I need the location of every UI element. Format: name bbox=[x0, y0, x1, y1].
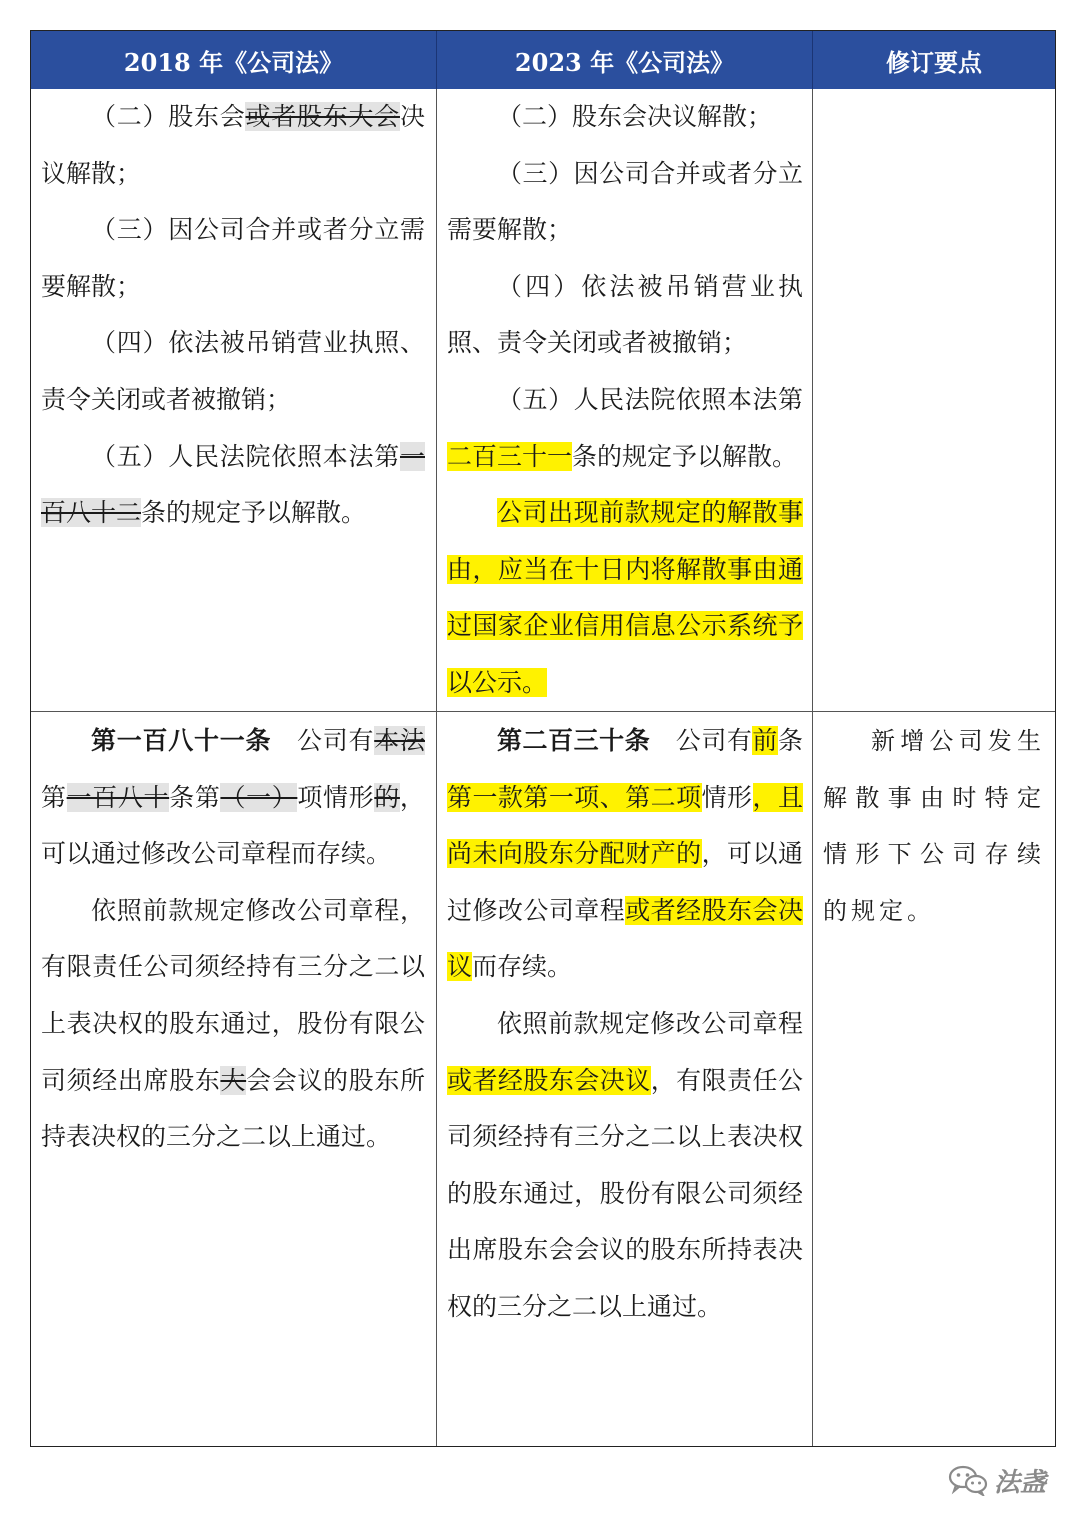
header-revision-points: 修订要点 bbox=[886, 47, 982, 77]
article-title: 第二百三十条 bbox=[497, 726, 651, 755]
row1-new-para3: （四）依法被吊销营业执照、责令关闭或者被撤销； bbox=[447, 271, 803, 358]
row1-old-para4: （五）人民法院依照本法第一百八十二条的规定予以解散。 bbox=[41, 441, 425, 528]
highlighted-text: 二百三十一 bbox=[447, 441, 573, 471]
row1-old-cell bbox=[41, 89, 425, 542]
deleted-text: 一百八十二 bbox=[41, 441, 425, 528]
row1-new-para5 bbox=[447, 485, 803, 711]
deleted-text: 大 bbox=[220, 1065, 247, 1095]
row2-new-para1: 第二百三十条 公司有前条第一款第一项、第二项情形，且尚未向股东分配财产的，可以通过修改公司章程或者经股东会决议而存续。 bbox=[447, 726, 803, 982]
row2-old-cell bbox=[41, 713, 425, 1166]
row2-new-cell bbox=[447, 713, 803, 1336]
row1-old-para2: （三）因公司合并或者分立需要解散； bbox=[41, 215, 425, 301]
row1-old-para3: （四）依法被吊销营业执照、责令关闭或者被撤销； bbox=[41, 328, 425, 414]
column-divider bbox=[812, 89, 813, 1446]
row1-new-para1: （二）股东会决议解散； bbox=[497, 102, 773, 131]
highlighted-text: 前 bbox=[752, 726, 778, 755]
table-header bbox=[31, 31, 1055, 89]
row1-new-para2: （三）因公司合并或者分立需要解散； bbox=[447, 158, 803, 245]
deleted-text: 本法 bbox=[374, 726, 425, 755]
row2-note: 新增公司发生解散事由时特定情形下公司存续的规定。 bbox=[823, 727, 1045, 925]
deleted-text: （一） bbox=[220, 782, 298, 812]
watermark-text: 法盏 bbox=[994, 1467, 1047, 1498]
article-title: 第一百八十一条 bbox=[91, 726, 272, 755]
highlighted-text: 公司出现前款规定的解散事由，应当在十日内将解散事由通过国家企业信用信息公示系统予以公示。 bbox=[447, 498, 803, 697]
comparison-table bbox=[30, 30, 1056, 1447]
highlighted-text: 或者经股东会决议 bbox=[447, 895, 803, 982]
row2-old-para1: 第一百八十一条 公司有本法第一百八十条第（一）项情形的，可以通过修改公司章程而存续。 bbox=[41, 726, 425, 869]
row1-old-para1: （二）股东会或者股东大会决议解散； bbox=[41, 102, 425, 188]
highlighted-text: ，且尚未向股东分配财产的 bbox=[447, 782, 803, 869]
deleted-text: 的 bbox=[374, 782, 400, 812]
wechat-icon bbox=[948, 1464, 988, 1496]
column-divider bbox=[436, 89, 437, 1446]
row2-note-cell bbox=[823, 713, 1045, 939]
header-2023-law: 2023 年《公司法》 bbox=[437, 31, 813, 89]
deleted-text: 一百八十 bbox=[66, 782, 170, 812]
deleted-text: 或者股东大会 bbox=[245, 102, 400, 131]
row2-old-para2: 依照前款规定修改公司章程，有限责任公司须经持有三分之二以上表决权的股东通过，股份有限公司须经出席股东大会会议的股东所持表决权的三分之二以上通过。 bbox=[41, 895, 425, 1152]
highlighted-text: 第一款第一项、第二项 bbox=[447, 782, 702, 812]
highlighted-text: 或者经股东会决议 bbox=[447, 1065, 651, 1095]
header-2018-law: 2018 年《公司法》 bbox=[31, 31, 437, 89]
row1-new-cell bbox=[447, 89, 803, 712]
row1-new-para4: （五）人民法院依照本法第二百三十一条的规定予以解散。 bbox=[447, 384, 803, 471]
watermark bbox=[948, 1460, 1046, 1500]
row2-new-para2: 依照前款规定修改公司章程或者经股东会决议，有限责任公司须经持有三分之二以上表决权的股东通过，股份有限公司须经出席股东会会议的股东所持表决权的三分之二以上通过。 bbox=[447, 1008, 803, 1321]
